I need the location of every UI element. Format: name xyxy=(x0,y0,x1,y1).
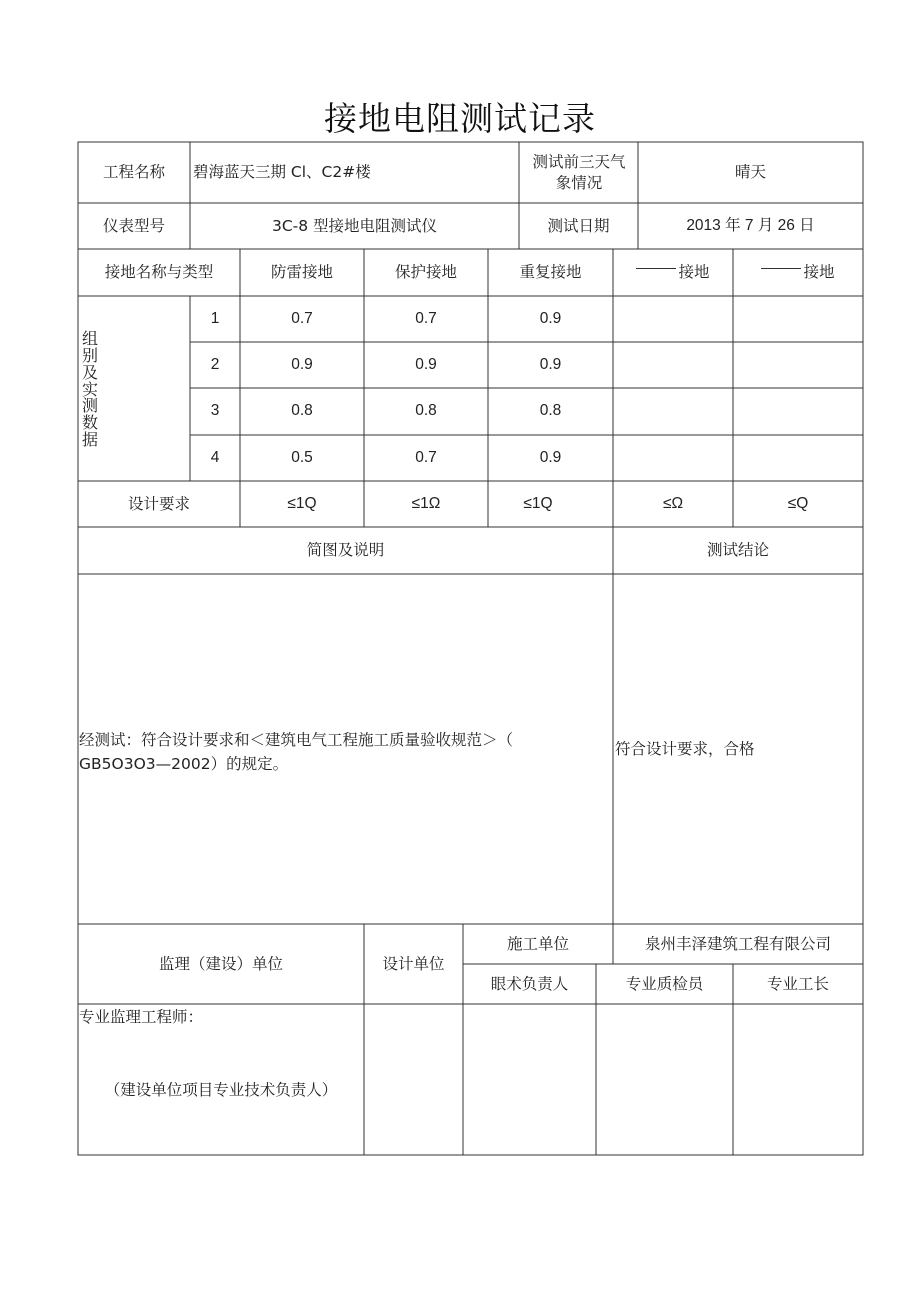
group-number: 1 xyxy=(210,309,220,327)
table-cell xyxy=(613,388,733,435)
protective-grounding-header: 保护接地 xyxy=(394,263,457,282)
design-requirement-value: ≤1Q xyxy=(287,494,317,512)
project-name-label: 工程名称 xyxy=(102,163,165,182)
conclusion-text: 符合设计要求，合格 xyxy=(615,739,755,758)
table-cell xyxy=(613,435,733,481)
group-label-char: 据 xyxy=(82,429,99,449)
table-cell xyxy=(613,296,733,342)
design-requirement-value: ≤1Q xyxy=(523,494,553,512)
diagram-description xyxy=(79,728,613,776)
table-cell: 0.8 xyxy=(539,402,562,420)
blank-line xyxy=(636,268,676,269)
group-label-char: 测 xyxy=(82,396,99,416)
table-cell xyxy=(733,435,863,481)
construction-unit-value: 泉州丰泽建筑工程有限公司 xyxy=(644,934,831,953)
weather-value: 晴天 xyxy=(734,163,766,182)
table-cell xyxy=(733,388,863,435)
table-cell xyxy=(613,342,733,388)
design-requirement-value: ≤1Ω xyxy=(411,494,441,512)
test-date-label: 测试日期 xyxy=(547,216,610,235)
diagram-text-line-1: 经测试：符合设计要求和＜建筑电气工程施工质量验收规范＞（ xyxy=(79,731,514,749)
test-date-value: 2013 年 7 月 26 日 xyxy=(686,216,815,234)
custom-grounding-header-2 xyxy=(733,249,863,296)
table-cell: 0.8 xyxy=(291,402,313,420)
owner-tech-lead-note: （建设单位项目专业技术负责人） xyxy=(104,1080,338,1099)
custom-grounding-header-1 xyxy=(613,249,733,296)
blank-line xyxy=(761,268,801,269)
table-cell: 0.9 xyxy=(291,355,313,373)
table-cell: 0.9 xyxy=(539,355,562,373)
quality-inspector-label: 专业质检员 xyxy=(625,974,704,993)
repeat-grounding-header: 重复接地 xyxy=(519,263,582,282)
table-cell: 0.9 xyxy=(415,355,437,373)
table-cell: 0.9 xyxy=(539,448,562,466)
custom-grounding-label-1: 接地 xyxy=(678,263,710,282)
group-number: 4 xyxy=(210,448,220,466)
group-number: 3 xyxy=(210,402,220,420)
foreman-label: 专业工长 xyxy=(766,974,829,993)
table-cell: 0.5 xyxy=(291,448,313,466)
diagram-header: 简图及说明 xyxy=(306,541,385,560)
design-requirement-value: ≤Ω xyxy=(662,494,684,512)
custom-grounding-label-2: 接地 xyxy=(803,263,835,282)
group-label-char: 别 xyxy=(82,346,99,365)
construction-unit-label: 施工单位 xyxy=(506,934,569,953)
supervision-unit-label: 监理（建设）单位 xyxy=(158,954,283,973)
lightning-grounding-header: 防雷接地 xyxy=(270,263,333,282)
project-name-value: 碧海蓝天三期 Cl、C2#楼 xyxy=(193,163,371,182)
group-number: 2 xyxy=(210,355,220,373)
group-label-char: 实 xyxy=(82,379,99,399)
tech-lead-label: 眼术负责人 xyxy=(490,974,569,993)
instrument-value: 3C-8 型接地电阻测试仪 xyxy=(271,216,438,235)
group-data-label xyxy=(78,320,190,460)
weather-label: 测试前三天气象情况 xyxy=(532,152,626,192)
table-cell xyxy=(733,296,863,342)
design-requirement-value: ≤Q xyxy=(787,494,809,512)
group-label-char: 数 xyxy=(82,413,99,433)
table-cell xyxy=(733,342,863,388)
table-cell: 0.9 xyxy=(539,309,562,327)
design-unit-label: 设计单位 xyxy=(382,954,445,973)
group-label-char: 组 xyxy=(82,329,99,349)
page-title: 接地电阻测试记录 xyxy=(324,99,596,138)
conclusion-header: 测试结论 xyxy=(706,541,769,560)
table-cell: 0.7 xyxy=(415,309,437,327)
diagram-text-line-2: GB5O3O3—2002）的规定。 xyxy=(79,755,289,773)
table-cell: 0.7 xyxy=(291,309,313,327)
design-requirement-label: 设计要求 xyxy=(127,494,190,513)
table-cell: 0.8 xyxy=(415,402,437,420)
grounding-type-header: 接地名称与类型 xyxy=(104,263,214,282)
group-label-char: 及 xyxy=(82,362,99,382)
supervision-engineer-label: 专业监理工程师： xyxy=(79,1008,204,1026)
table-cell: 0.7 xyxy=(415,448,437,466)
instrument-label: 仪表型号 xyxy=(102,216,165,235)
